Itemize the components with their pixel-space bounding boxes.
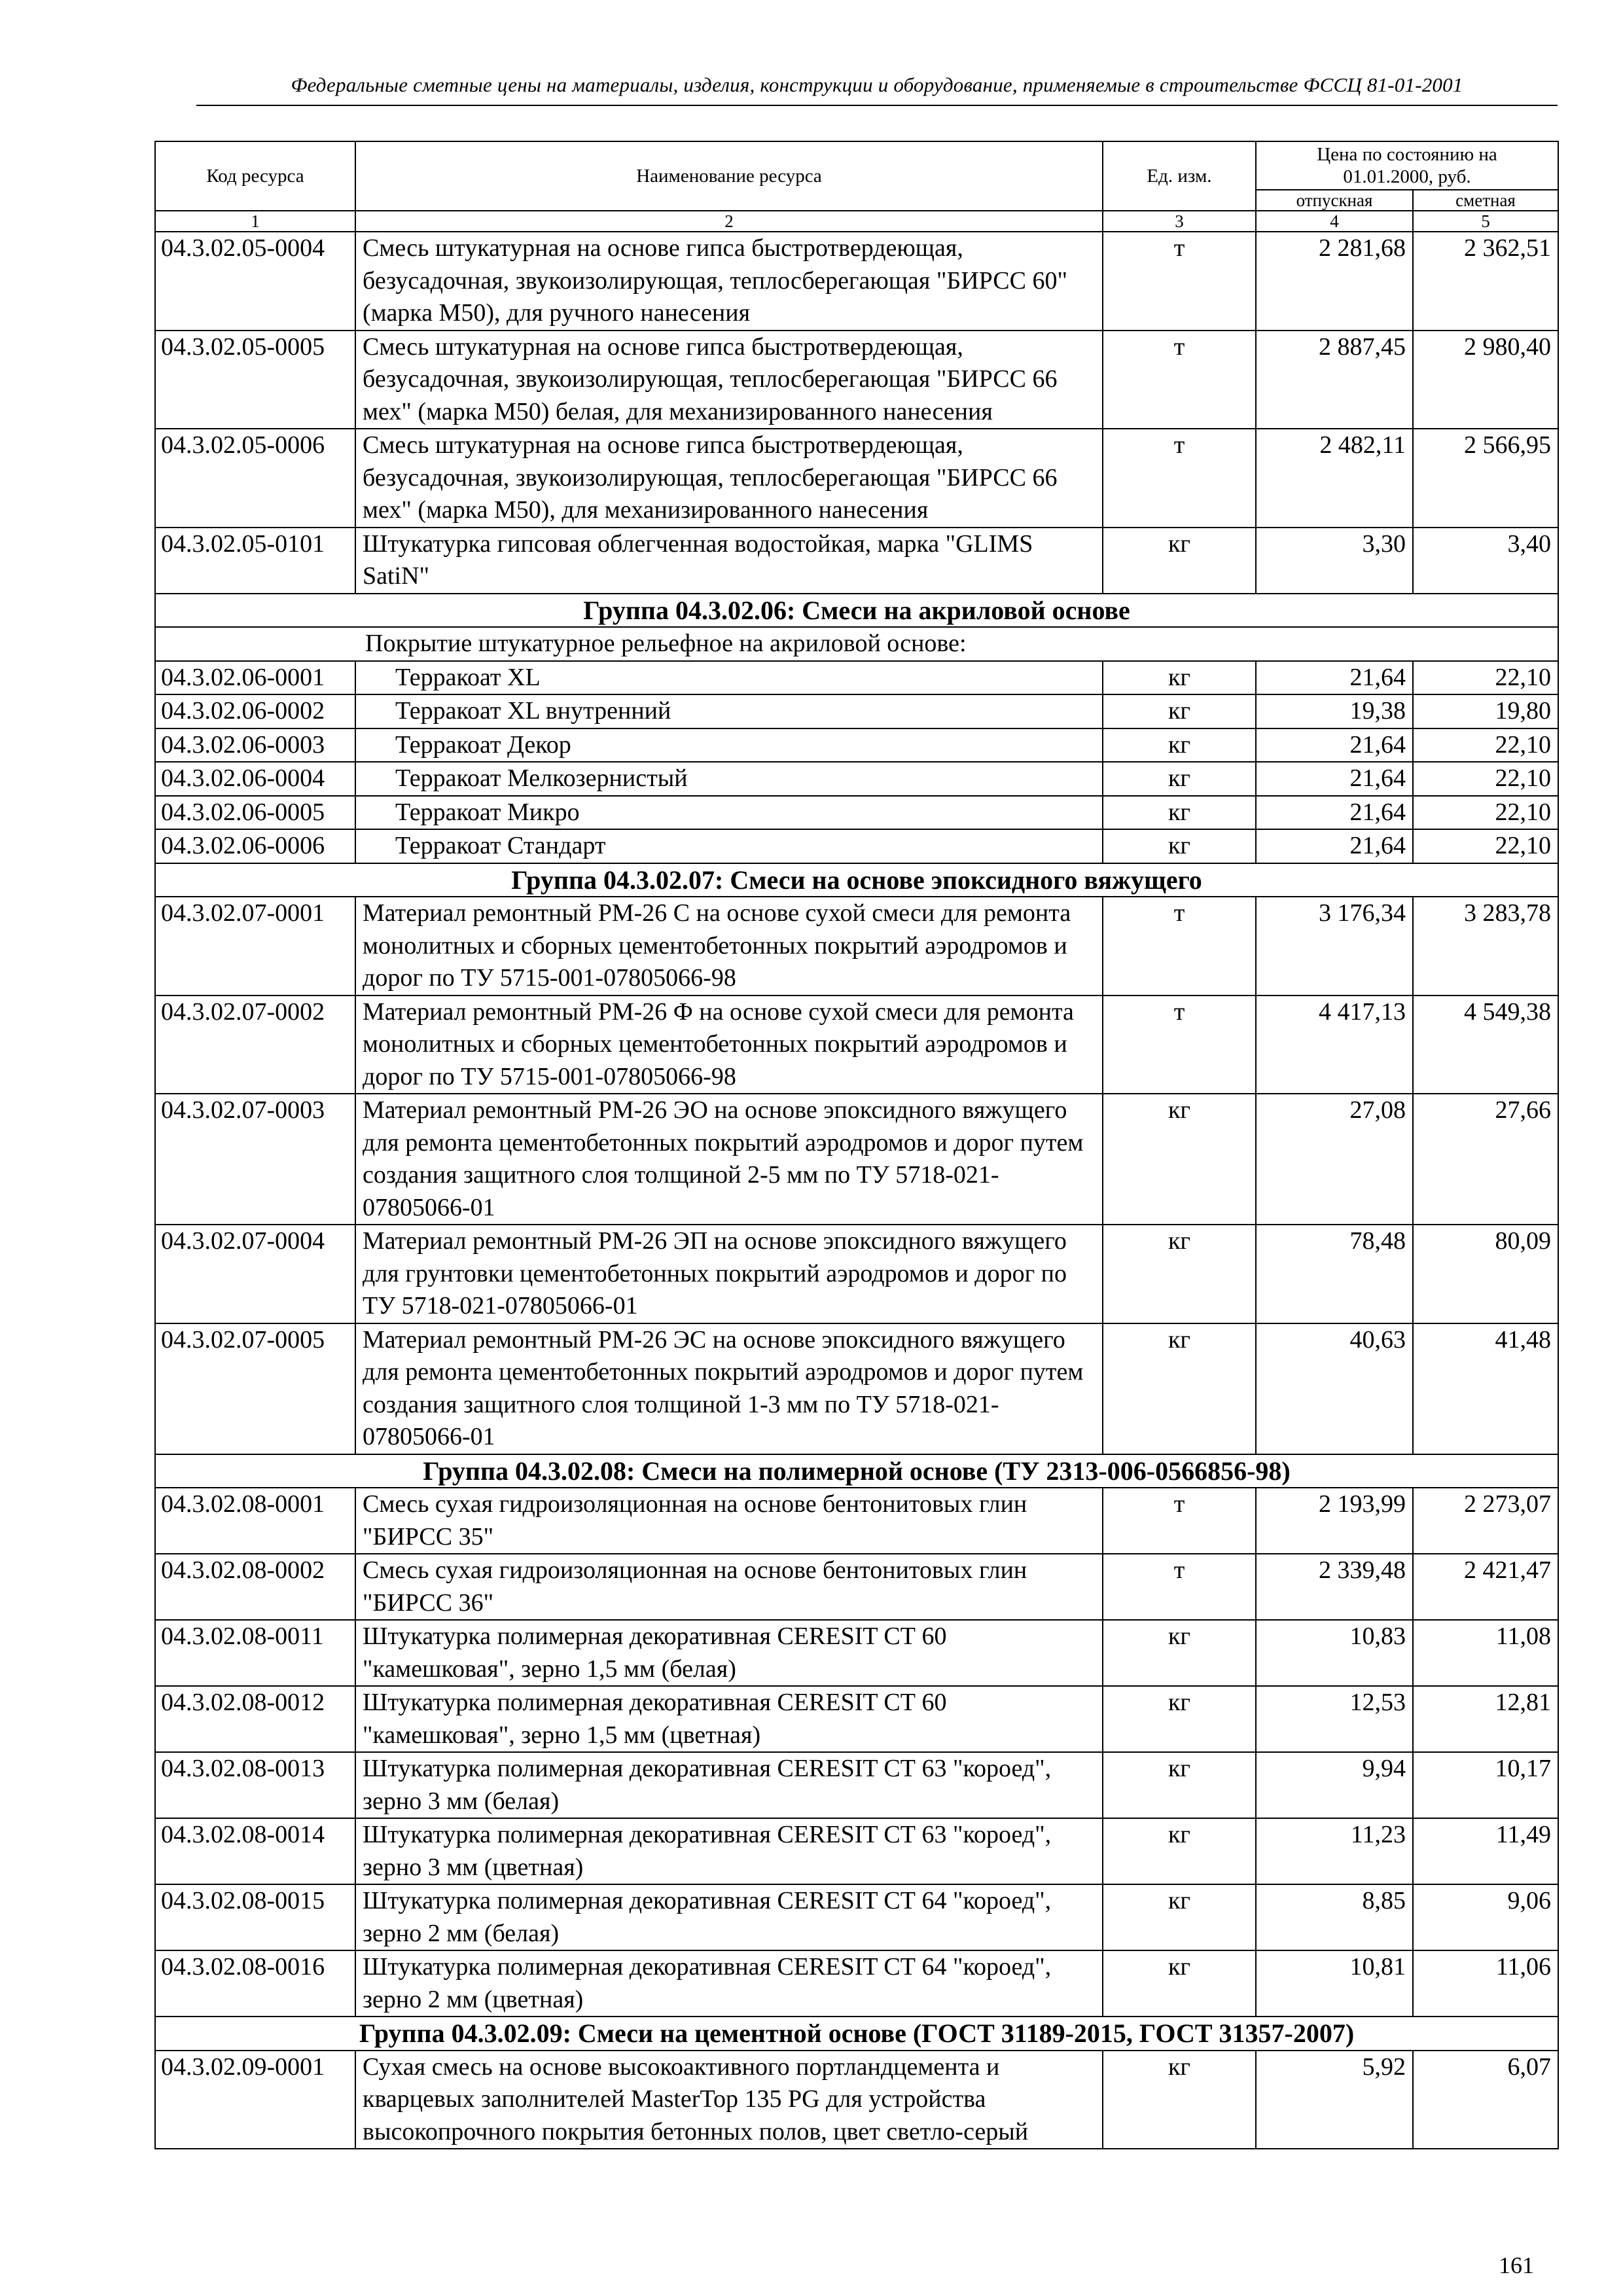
- price-release: 2 339,48: [1256, 1554, 1413, 1620]
- price-release: 2 482,11: [1256, 429, 1413, 528]
- price-estimate: 11,06: [1413, 1950, 1558, 2017]
- price-release: 2 193,99: [1256, 1488, 1413, 1554]
- resource-code: 04.3.02.09-0001: [155, 2051, 355, 2149]
- price-estimate: 22,10: [1413, 728, 1558, 762]
- table-row: [155, 1323, 1558, 1454]
- price-release: 12,53: [1256, 1686, 1413, 1752]
- resource-name: Материал ремонтный РМ-26 Ф на основе сухой смеси для ремонта монолитных и сборных цементобетонных покрытий аэродромов и дорог по ТУ 5715-001-07805066-98: [355, 996, 1103, 1094]
- price-estimate: 22,10: [1413, 796, 1558, 830]
- table-row: [155, 762, 1558, 796]
- group-heading: Группа 04.3.02.06: Смеси на акриловой основе: [155, 594, 1558, 628]
- unit-of-measure: т: [1103, 429, 1256, 528]
- unit-of-measure: кг: [1103, 1752, 1256, 1818]
- table-row: [155, 2051, 1558, 2149]
- unit-of-measure: кг: [1103, 1225, 1256, 1323]
- group-heading: Группа 04.3.02.07: Смеси на основе эпоксидного вяжущего: [155, 863, 1558, 897]
- header-name: Наименование ресурса: [355, 141, 1103, 211]
- resource-code: 04.3.02.07-0005: [155, 1323, 355, 1454]
- table-row: [155, 1554, 1558, 1620]
- resource-code: 04.3.02.08-0012: [155, 1686, 355, 1752]
- group-heading: Группа 04.3.02.09: Смеси на цементной основе (ГОСТ 31189-2015, ГОСТ 31357-2007): [155, 2017, 1558, 2051]
- unit-of-measure: кг: [1103, 661, 1256, 695]
- unit-of-measure: кг: [1103, 1094, 1256, 1225]
- resource-code: 04.3.02.08-0001: [155, 1488, 355, 1554]
- price-estimate: 12,81: [1413, 1686, 1558, 1752]
- unit-of-measure: т: [1103, 331, 1256, 429]
- resource-price-table: [154, 141, 1559, 2149]
- price-release: 21,64: [1256, 762, 1413, 796]
- price-estimate: 10,17: [1413, 1752, 1558, 1818]
- col-number: 5: [1413, 211, 1558, 232]
- unit-of-measure: т: [1103, 232, 1256, 331]
- resource-code: 04.3.02.08-0014: [155, 1818, 355, 1884]
- resource-name: Штукатурка полимерная декоративная CERESIT СТ 60 "камешковая", зерно 1,5 мм (белая): [355, 1620, 1103, 1686]
- unit-of-measure: кг: [1103, 1818, 1256, 1884]
- price-estimate: 11,08: [1413, 1620, 1558, 1686]
- resource-name: Смесь штукатурная на основе гипса быстротвердеющая, безусадочная, звукоизолирующая, теплосберегающая "БИРСС 60" (марка М50), для ручного нанесения: [355, 232, 1103, 331]
- price-release: 10,81: [1256, 1950, 1413, 2017]
- price-estimate: 22,10: [1413, 661, 1558, 695]
- unit-of-measure: кг: [1103, 1323, 1256, 1454]
- price-release: 21,64: [1256, 829, 1413, 863]
- table-row: [155, 996, 1558, 1094]
- unit-of-measure: кг: [1103, 728, 1256, 762]
- resource-name: Терракоат XL внутренний: [355, 694, 1103, 728]
- page-header: Федеральные сметные цены на материалы, изделия, конструкции и оборудование, применяемые в строительстве ФССЦ 81-01-2001: [291, 73, 1463, 96]
- resource-name: Штукатурка полимерная декоративная CERESIT СТ 63 "короед", зерно 3 мм (белая): [355, 1752, 1103, 1818]
- col-number: 2: [355, 211, 1103, 232]
- table-row: [155, 331, 1558, 429]
- resource-code: 04.3.02.06-0001: [155, 661, 355, 695]
- price-release: 19,38: [1256, 694, 1413, 728]
- group-heading-row: [155, 2017, 1558, 2051]
- unit-of-measure: т: [1103, 897, 1256, 996]
- price-estimate: 11,49: [1413, 1818, 1558, 1884]
- price-release: 9,94: [1256, 1752, 1413, 1818]
- group-heading-row: [155, 594, 1558, 628]
- price-estimate: 2 362,51: [1413, 232, 1558, 331]
- table-row: [155, 1950, 1558, 2017]
- unit-of-measure: т: [1103, 996, 1256, 1094]
- resource-name: Штукатурка полимерная декоративная CERESIT СТ 63 "короед", зерно 3 мм (цветная): [355, 1818, 1103, 1884]
- resource-code: 04.3.02.06-0002: [155, 694, 355, 728]
- resource-name: Штукатурка полимерная декоративная CERESIT СТ 64 "короед", зерно 2 мм (белая): [355, 1884, 1103, 1950]
- table-row: [155, 829, 1558, 863]
- resource-name: Смесь сухая гидроизоляционная на основе бентонитовых глин "БИРСС 35": [355, 1488, 1103, 1554]
- price-release: 78,48: [1256, 1225, 1413, 1323]
- price-estimate: 22,10: [1413, 829, 1558, 863]
- price-release: 21,64: [1256, 728, 1413, 762]
- price-release: 21,64: [1256, 796, 1413, 830]
- resource-name: Материал ремонтный РМ-26 ЭП на основе эпоксидного вяжущего для грунтовки цементобетонных покрытий аэродромов и дорог по ТУ 5718-021-07805066-01: [355, 1225, 1103, 1323]
- resource-code: 04.3.02.06-0005: [155, 796, 355, 830]
- resource-code: 04.3.02.08-0013: [155, 1752, 355, 1818]
- subheading-row: [155, 627, 1558, 661]
- resource-code: 04.3.02.07-0003: [155, 1094, 355, 1225]
- header-unit: Ед. изм.: [1103, 141, 1256, 211]
- unit-of-measure: кг: [1103, 2051, 1256, 2149]
- price-estimate: 19,80: [1413, 694, 1558, 728]
- price-release: 10,83: [1256, 1620, 1413, 1686]
- resource-name: Материал ремонтный РМ-26 С на основе сухой смеси для ремонта монолитных и сборных цементобетонных покрытий аэродромов и дорог по ТУ 5715-001-07805066-98: [355, 897, 1103, 996]
- price-estimate: 4 549,38: [1413, 996, 1558, 1094]
- table-row: [155, 661, 1558, 695]
- unit-of-measure: кг: [1103, 694, 1256, 728]
- price-release: 5,92: [1256, 2051, 1413, 2149]
- price-estimate: 22,10: [1413, 762, 1558, 796]
- table-row: [155, 1094, 1558, 1225]
- resource-code: 04.3.02.06-0004: [155, 762, 355, 796]
- resource-name: Материал ремонтный РМ-26 ЭС на основе эпоксидного вяжущего для ремонта цементобетонных покрытий аэродромов и дорог путем создания защитного слоя толщиной 1-3 мм по ТУ 5718-021- 07805066-01: [355, 1323, 1103, 1454]
- resource-code: 04.3.02.08-0015: [155, 1884, 355, 1950]
- table-row: [155, 232, 1558, 331]
- group-heading: Группа 04.3.02.08: Смеси на полимерной основе (ТУ 2313-006-0566856-98): [155, 1454, 1558, 1488]
- unit-of-measure: кг: [1103, 829, 1256, 863]
- price-estimate: 2 980,40: [1413, 331, 1558, 429]
- column-number-row: [155, 211, 1558, 232]
- resource-name: Терракоат Декор: [355, 728, 1103, 762]
- resource-name: Штукатурка полимерная декоративная CERESIT СТ 64 "короед", зерно 2 мм (цветная): [355, 1950, 1103, 2017]
- table-row: [155, 728, 1558, 762]
- price-estimate: 3 283,78: [1413, 897, 1558, 996]
- resource-code: 04.3.02.07-0004: [155, 1225, 355, 1323]
- table-row: [155, 528, 1558, 594]
- unit-of-measure: кг: [1103, 1950, 1256, 2017]
- col-number: 1: [155, 211, 355, 232]
- resource-code: 04.3.02.08-0002: [155, 1554, 355, 1620]
- resource-code: 04.3.02.06-0006: [155, 829, 355, 863]
- price-release: 4 417,13: [1256, 996, 1413, 1094]
- resource-code: 04.3.02.08-0016: [155, 1950, 355, 2017]
- resource-code: 04.3.02.07-0001: [155, 897, 355, 996]
- group-heading-row: [155, 1454, 1558, 1488]
- price-estimate: 6,07: [1413, 2051, 1558, 2149]
- resource-name: Смесь штукатурная на основе гипса быстротвердеющая, безусадочная, звукоизолирующая, теплосберегающая "БИРСС 66 мех" (марка М50) белая, для механизированного нанесения: [355, 331, 1103, 429]
- unit-of-measure: кг: [1103, 1620, 1256, 1686]
- table-row: [155, 429, 1558, 528]
- price-estimate: 2 566,95: [1413, 429, 1558, 528]
- resource-code: 04.3.02.06-0003: [155, 728, 355, 762]
- table-row: [155, 796, 1558, 830]
- resource-name: Терракоат Мелкозернистый: [355, 762, 1103, 796]
- header-code: Код ресурса: [155, 141, 355, 211]
- resource-name: Материал ремонтный РМ-26 ЭО на основе эпоксидного вяжущего для ремонта цементобетонных покрытий аэродромов и дорог путем создания защитного слоя толщиной 2-5 мм по ТУ 5718-021-07805066-01: [355, 1094, 1103, 1225]
- resource-name: Смесь штукатурная на основе гипса быстротвердеющая, безусадочная, звукоизолирующая, теплосберегающая "БИРСС 66 мех" (марка М50), для механизированного нанесения: [355, 429, 1103, 528]
- price-estimate: 27,66: [1413, 1094, 1558, 1225]
- price-release: 11,23: [1256, 1818, 1413, 1884]
- resource-code: 04.3.02.07-0002: [155, 996, 355, 1094]
- price-release: 3,30: [1256, 528, 1413, 594]
- resource-name: Терракоат Микро: [355, 796, 1103, 830]
- header-price-estimate: сметная: [1413, 190, 1558, 211]
- page-number: 161: [1499, 2252, 1534, 2278]
- price-estimate: 2 273,07: [1413, 1488, 1558, 1554]
- table-row: [155, 1752, 1558, 1818]
- price-release: 40,63: [1256, 1323, 1413, 1454]
- resource-name: Штукатурка полимерная декоративная CERESIT СТ 60 "камешковая", зерно 1,5 мм (цветная): [355, 1686, 1103, 1752]
- price-estimate: 41,48: [1413, 1323, 1558, 1454]
- table-row: [155, 1620, 1558, 1686]
- price-release: 27,08: [1256, 1094, 1413, 1225]
- resource-name: Штукатурка гипсовая облегченная водостойкая, марка "GLIMS SatiN": [355, 528, 1103, 594]
- table-row: [155, 1225, 1558, 1323]
- unit-of-measure: кг: [1103, 528, 1256, 594]
- price-estimate: 80,09: [1413, 1225, 1558, 1323]
- table-row: [155, 897, 1558, 996]
- price-release: 3 176,34: [1256, 897, 1413, 996]
- price-estimate: 9,06: [1413, 1884, 1558, 1950]
- price-release: 2 887,45: [1256, 331, 1413, 429]
- resource-name: Терракоат XL: [355, 661, 1103, 695]
- resource-code: 04.3.02.05-0006: [155, 429, 355, 528]
- table-row: [155, 1818, 1558, 1884]
- table-row: [155, 1488, 1558, 1554]
- unit-of-measure: т: [1103, 1488, 1256, 1554]
- table-row: [155, 1884, 1558, 1950]
- resource-name: Смесь сухая гидроизоляционная на основе бентонитовых глин "БИРСС 36": [355, 1554, 1103, 1620]
- header-rule: [196, 105, 1558, 106]
- unit-of-measure: кг: [1103, 796, 1256, 830]
- unit-of-measure: кг: [1103, 1884, 1256, 1950]
- col-number: 3: [1103, 211, 1256, 232]
- unit-of-measure: кг: [1103, 1686, 1256, 1752]
- header-price-release: отпускная: [1256, 190, 1413, 211]
- unit-of-measure: т: [1103, 1554, 1256, 1620]
- price-release: 2 281,68: [1256, 232, 1413, 331]
- resource-code: 04.3.02.05-0101: [155, 528, 355, 594]
- unit-of-measure: кг: [1103, 762, 1256, 796]
- col-number: 4: [1256, 211, 1413, 232]
- resource-code: 04.3.02.05-0004: [155, 232, 355, 331]
- group-subheading: Покрытие штукатурное рельефное на акриловой основе:: [155, 627, 1558, 661]
- header-row: [155, 141, 1558, 190]
- group-heading-row: [155, 863, 1558, 897]
- price-release: 21,64: [1256, 661, 1413, 695]
- price-release: 8,85: [1256, 1884, 1413, 1950]
- resource-name: Терракоат Стандарт: [355, 829, 1103, 863]
- table-row: [155, 1686, 1558, 1752]
- table-row: [155, 694, 1558, 728]
- price-estimate: 2 421,47: [1413, 1554, 1558, 1620]
- resource-name: Сухая смесь на основе высокоактивного портландцемента и кварцевых заполнителей MasterTop 135 PG для устройства высокопрочного покрытия бетонных полов, цвет светло-серый: [355, 2051, 1103, 2149]
- price-estimate: 3,40: [1413, 528, 1558, 594]
- resource-code: 04.3.02.05-0005: [155, 331, 355, 429]
- resource-code: 04.3.02.08-0011: [155, 1620, 355, 1686]
- header-price: Цена по состоянию на 01.01.2000, руб.: [1256, 141, 1558, 190]
